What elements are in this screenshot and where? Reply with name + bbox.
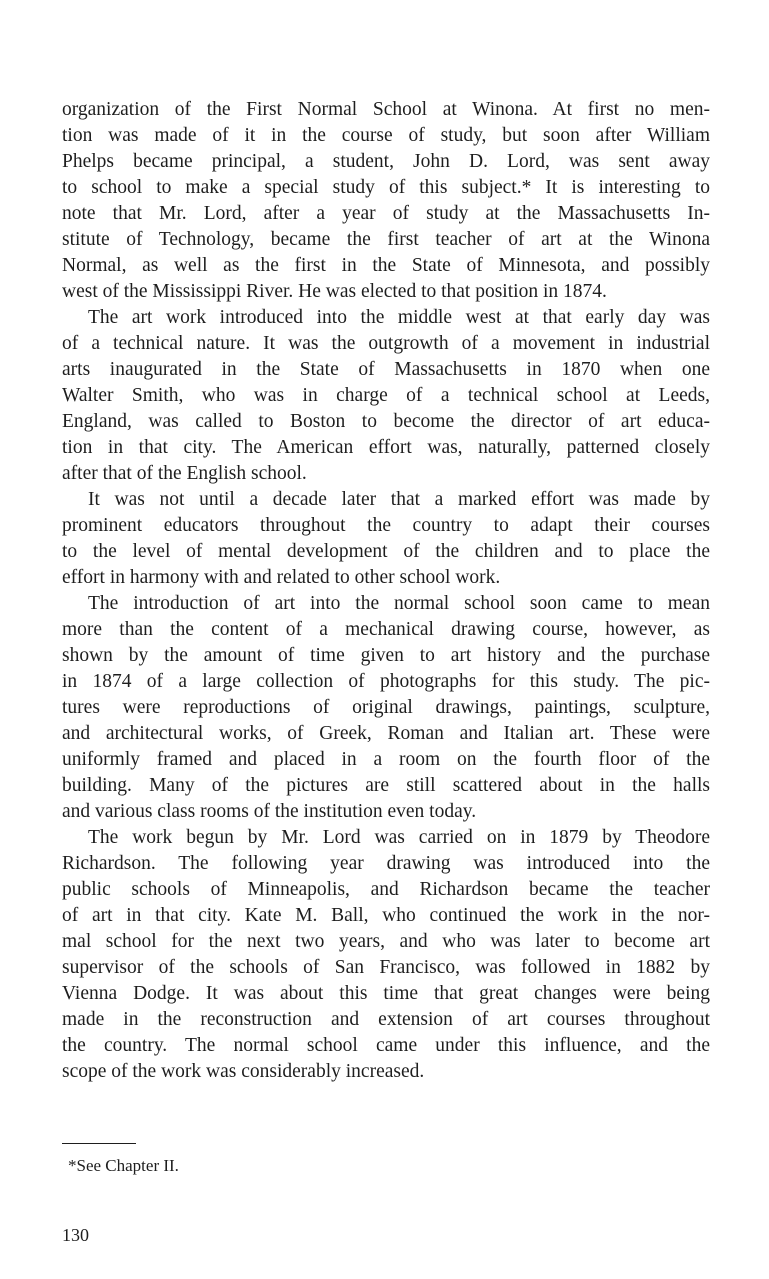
text-line: to school to make a special study of this subject.* It is interesting to [62,177,710,198]
text-line: tion was made of it in the course of study, but soon after William [62,125,710,146]
text-line: effort in harmony with and related to other school work. [62,567,501,588]
text-line: Richardson. The following year drawing was introduced into the [62,853,710,874]
text-line: Vienna Dodge. It was about this time that great changes were being [62,983,710,1004]
text-line: supervisor of the schools of San Francisco, was followed in 1882 by [62,957,710,978]
text-line: stitute of Technology, became the first teacher of art at the Winona [62,229,710,250]
text-line: building. Many of the pictures are still scattered about in the halls [62,775,710,796]
text-line: scope of the work was considerably increased. [62,1061,425,1082]
text-line: prominent educators throughout the country to adapt their courses [62,515,710,536]
footnote-rule [62,1143,136,1144]
text-line: made in the reconstruction and extension of art courses throughout [62,1009,710,1030]
text-line: public schools of Minneapolis, and Richardson became the teacher [62,879,710,900]
text-line: The work begun by Mr. Lord was carried on in 1879 by Theodore [88,827,710,848]
text-line: England, was called to Boston to become the director of art educa- [62,411,710,432]
text-line: shown by the amount of time given to art history and the purchase [62,645,710,666]
page-number: 130 [62,1225,89,1245]
text-line: The introduction of art into the normal school soon came to mean [88,593,710,614]
text-line: Walter Smith, who was in charge of a technical school at Leeds, [62,385,710,406]
text-line: uniformly framed and placed in a room on the fourth floor of the [62,749,710,770]
text-line: note that Mr. Lord, after a year of study at the Massachusetts In- [62,203,710,224]
text-line: mal school for the next two years, and who was later to become art [62,931,710,952]
text-line: and architectural works, of Greek, Roman and Italian art. These were [62,723,710,744]
text-line: to the level of mental development of the children and to place the [62,541,710,562]
page-body [62,97,710,1085]
text-line: after that of the English school. [62,463,307,484]
text-line: west of the Mississippi River. He was elected to that position in 1874. [62,281,607,302]
text-line: of a technical nature. It was the outgrowth of a movement in industrial [62,333,710,354]
text-line: of art in that city. Kate M. Ball, who continued the work in the nor- [62,905,710,926]
text-line: The art work introduced into the middle west at that early day was [88,307,710,328]
text-line: more than the content of a mechanical drawing course, however, as [62,619,710,640]
text-line: Phelps became principal, a student, John D. Lord, was sent away [62,151,710,172]
text-line: the country. The normal school came under this influence, and the [62,1035,710,1056]
text-line: It was not until a decade later that a marked effort was made by [88,489,710,510]
text-line: and various class rooms of the institution even today. [62,801,477,822]
text-line: organization of the First Normal School at Winona. At first no men- [62,99,710,120]
text-line: tures were reproductions of original drawings, paintings, sculpture, [62,697,710,718]
text-line: tion in that city. The American effort was, naturally, patterned closely [62,437,710,458]
text-line: Normal, as well as the first in the State of Minnesota, and possibly [62,255,710,276]
text-line: in 1874 of a large collection of photographs for this study. The pic- [62,671,710,692]
text-line: arts inaugurated in the State of Massachusetts in 1870 when one [62,359,710,380]
footnote: *See Chapter II. [68,1156,179,1175]
